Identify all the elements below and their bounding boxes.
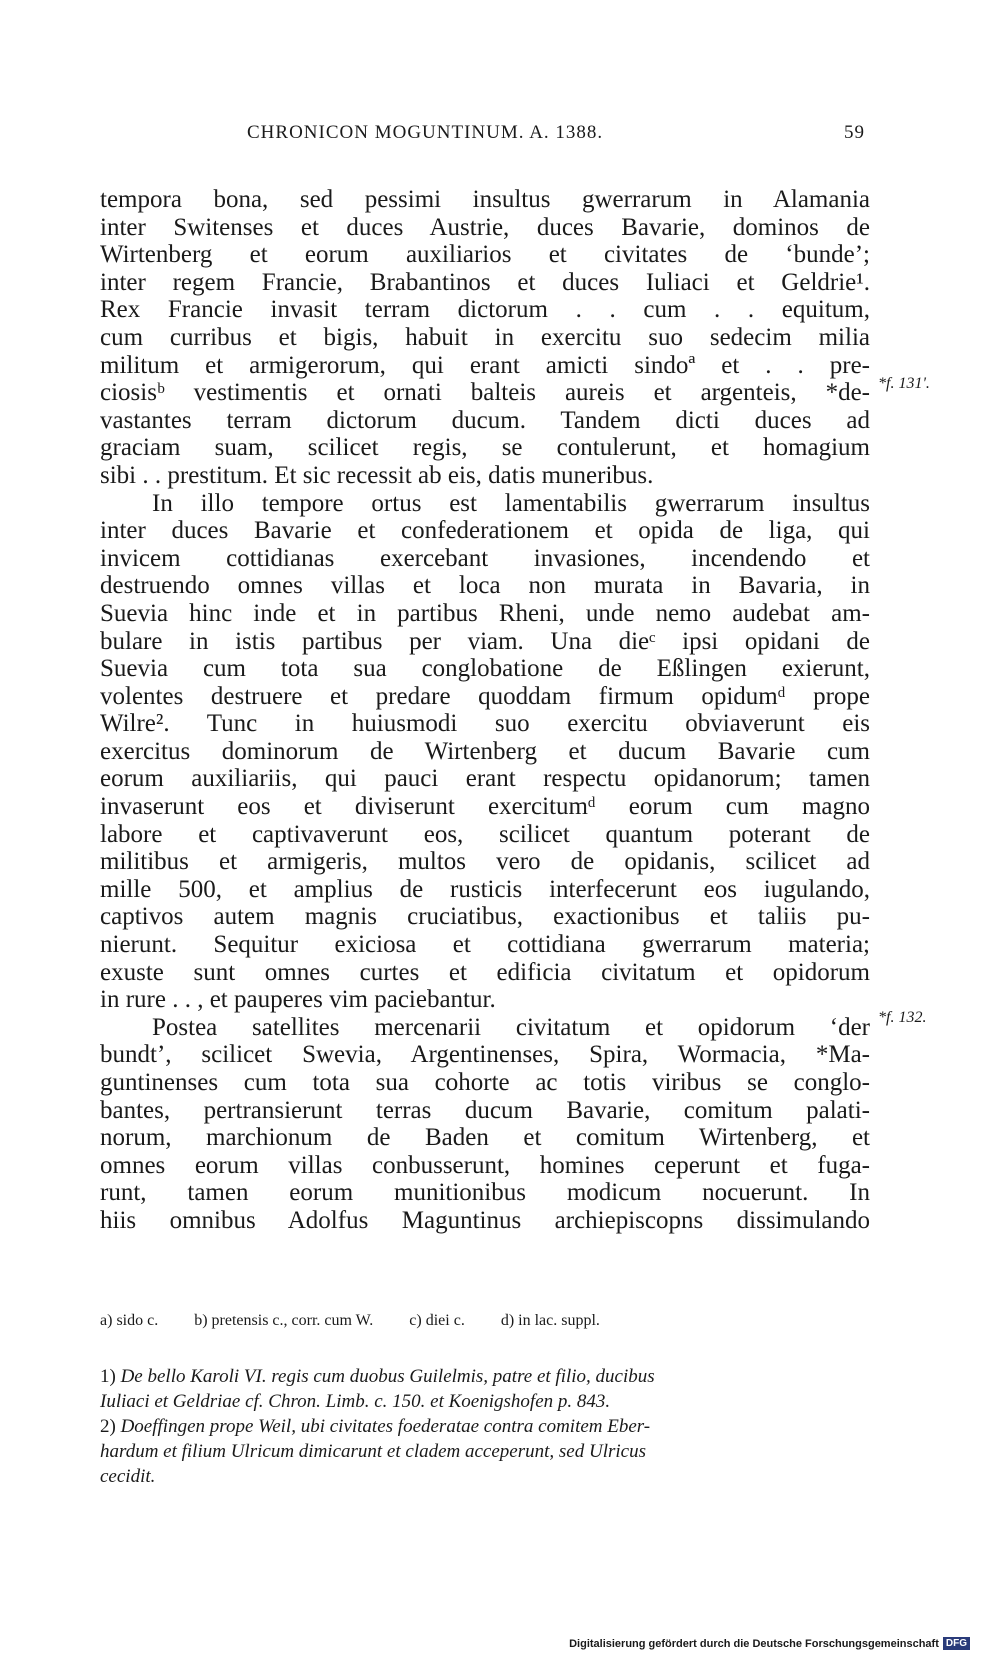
- variant-note: [409, 1312, 465, 1330]
- main-text: [100, 186, 870, 1235]
- text-line: eorum auxiliariis, qui pauci erant respectu opidanorum; tamen: [100, 765, 870, 793]
- variant-mark: d): [500, 1312, 515, 1329]
- text-line: invaserunt eos et diviserunt exercitumᵈ eorum cum magno: [100, 793, 870, 821]
- text-line: Wilre². Tunc in huiusmodi suo exercitu obviaverunt eis: [100, 710, 870, 738]
- text-line: in rure . . , et pauperes vim paciebantur.: [100, 986, 496, 1014]
- footnote-number: 2): [100, 1416, 116, 1437]
- variant-mark: c): [409, 1312, 422, 1329]
- variant-text: in lac. suppl.: [518, 1312, 600, 1329]
- text-line: bulare in istis partibus per viam. Una dieᶜ ipsi opidani de: [100, 627, 870, 655]
- text-line: cum curribus et bigis, habuit in exercitu suo sedecim milia: [100, 323, 870, 351]
- footnote-line: [100, 1464, 870, 1489]
- text-line: bundt’, scilicet Swevia, Argentinenses, Spira, Wormacia, *Ma-: [100, 1041, 870, 1069]
- variant-notes: [100, 1312, 800, 1330]
- text-line: Suevia hinc inde et in partibus Rheni, unde nemo audebat am-: [100, 599, 870, 627]
- footnote-text: De bello Karoli VI. regis cum duobus Guilelmis, patre et filio, ducibus: [120, 1366, 655, 1387]
- page-number: 59: [844, 122, 865, 143]
- text-line: mille 500, et amplius de rusticis interfecerunt eos iugulando,: [100, 875, 870, 903]
- variant-text: sido c.: [116, 1312, 159, 1329]
- variant-mark: a): [100, 1312, 113, 1329]
- text-line: exuste sunt omnes curtes et edificia civitatum et opidorum: [100, 958, 870, 986]
- text-line: tempora bona, sed pessimi insultus gwerrarum in Alamania: [100, 186, 870, 213]
- text-line: norum, marchionum de Baden et comitum Wirtenberg, et: [100, 1124, 870, 1152]
- text-line: inter duces Bavarie et confederationem et opida de liga, qui: [100, 517, 870, 545]
- footnote-line: [100, 1439, 870, 1464]
- footnote-text: cecidit.: [100, 1466, 156, 1487]
- text-line: Rex Francie invasit terram dictorum . . cum . . equitum,: [100, 296, 870, 324]
- variant-text: pretensis c., corr. cum W.: [211, 1312, 374, 1329]
- margin-note-folio: *f. 131'.: [878, 375, 930, 392]
- page-header: [95, 122, 865, 150]
- text-line: Postea satellites mercenarii civitatum et opidorum ‘der: [152, 1013, 870, 1041]
- variant-text: diei c.: [425, 1312, 465, 1329]
- footnote-number: 1): [100, 1366, 116, 1387]
- text-line: sibi . . prestitum. Et sic recessit ab eis, datis muneribus.: [100, 461, 654, 489]
- text-line: bantes, pertransierunt terras ducum Bavarie, comitum palati-: [100, 1096, 870, 1124]
- text-line: Wirtenberg et eorum auxiliarios et civitates de ‘bunde’;: [100, 241, 870, 269]
- footnote-line: [100, 1389, 870, 1414]
- variant-note: [100, 1312, 158, 1330]
- text-line: runt, tamen eorum munitionibus modicum nocuerunt. In: [100, 1179, 870, 1207]
- text-line: hiis omnibus Adolfus Maguntinus archiepiscopns dissimulando: [100, 1206, 870, 1234]
- text-line: invicem cottidianas exercebant invasiones, incendendo et: [100, 544, 870, 572]
- text-line: graciam suam, scilicet regis, se contulerunt, et homagium: [100, 434, 870, 462]
- digitization-credit: [569, 1637, 970, 1650]
- footnote-line: [100, 1364, 870, 1389]
- text-line: guntinenses cum tota sua cohorte ac totis viribus se conglo-: [100, 1069, 870, 1096]
- text-line: exercitus dominorum de Wirtenberg et ducum Bavarie cum: [100, 737, 870, 765]
- footnote-text: Iuliaci et Geldriae cf. Chron. Limb. c. 150. et Koenigshofen p. 843.: [100, 1391, 611, 1412]
- footnote-text: hardum et filium Ulricum dimicarunt et cladem acceperunt, sed Ulricus: [100, 1441, 646, 1462]
- text-line: volentes destruere et predare quoddam firmum opidumᵈ prope: [100, 682, 870, 710]
- footnote: [100, 1364, 870, 1414]
- text-line: omnes eorum villas conbusserunt, homines ceperunt et fuga-: [100, 1151, 870, 1179]
- text-line: destruendo omnes villas et loca non murata in Bavaria, in: [100, 572, 870, 600]
- credit-text: Digitalisierung gefördert durch die Deutsche Forschungsgemeinschaft: [569, 1637, 939, 1650]
- margin-note-folio: *f. 132.: [878, 1009, 927, 1026]
- variant-note: [501, 1312, 600, 1330]
- text-line: captivos autem magnis cruciatibus, exactionibus et taliis pu-: [100, 903, 870, 931]
- text-line: militum et armigerorum, qui erant amicti sindoª et . . pre-: [100, 351, 870, 379]
- text-line: vastantes terram dictorum ducum. Tandem dicti duces ad: [100, 406, 870, 434]
- text-line: inter Switenses et duces Austrie, duces Bavarie, dominos de: [100, 213, 870, 241]
- dfg-logo: DFG: [943, 1637, 970, 1650]
- text-line: nierunt. Sequitur exiciosa et cottidiana gwerrarum materia;: [100, 931, 870, 959]
- text-line: In illo tempore ortus est lamentabilis gwerrarum insultus: [152, 489, 870, 517]
- text-line: ciosisᵇ vestimentis et ornati balteis aureis et argenteis, *de-: [100, 379, 870, 407]
- text-line: Suevia cum tota sua conglobatione de Eßlingen exierunt,: [100, 655, 870, 683]
- footnote-text: Doeffingen prope Weil, ubi civitates foederatae contra comitem Eber-: [120, 1416, 651, 1437]
- running-title: CHRONICON MOGUNTINUM. A. 1388.: [247, 122, 604, 143]
- footnote-line: [100, 1414, 870, 1439]
- variant-mark: b): [194, 1312, 208, 1329]
- footnote: [100, 1414, 870, 1489]
- text-line: militibus et armigeris, multos vero de opidanis, scilicet ad: [100, 848, 870, 876]
- text-line: inter regem Francie, Brabantinos et duces Iuliaci et Geldrie¹.: [100, 268, 870, 296]
- text-line: labore et captivaverunt eos, scilicet quantum poterant de: [100, 820, 870, 848]
- variant-note: [194, 1312, 373, 1330]
